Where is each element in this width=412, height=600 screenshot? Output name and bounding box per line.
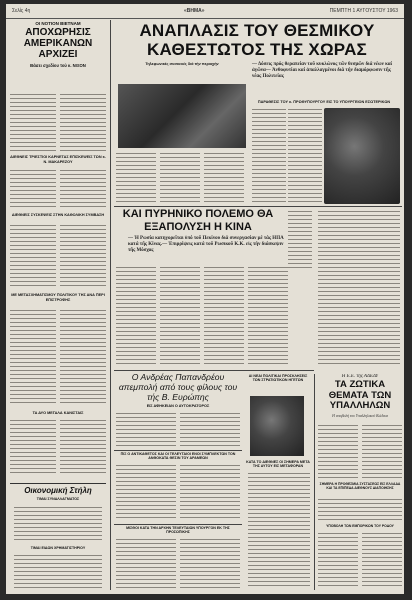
text-block	[318, 210, 400, 366]
box-headline-1: ΠΙΣ Ο ΑΝΤΙΚΑΘΕΤΟΣ ΚΑΙ ΟΙ ΤΕΛΕΥΤΑΙΟΙ ΕΝΟΙ ΣΥΜΠΛΕΚΤΩΝ ΤΟΝ ΑΝΘΟΚΑΤΑ ΘΕΣΙΝ ΤΟΥ ΑΡΑΜΕΩΝ	[114, 450, 242, 461]
finance-subtitle-2: ΤΙΜΑΙ ΕΙΔΩΝ ΧΡΗΜΑΤΙΣΤΗΡΙΟΥ	[30, 546, 86, 550]
text-block	[160, 266, 200, 366]
right-kicker: Η Ε.Ε. τής ΑΔΕΔΥ	[341, 374, 379, 379]
left-headline-5: ΤΑ ΔΥΟ ΜΕΓΑΛΑ ΚΑΝΙΣΤΑΙΣ	[32, 411, 84, 415]
text-block	[10, 224, 56, 288]
text-block	[116, 266, 156, 366]
main-headline: ΑΝΑΠΛΑΣΙΣ ΤΟΥ ΘΕΣΜΙΚΟΥ ΚΑΘΕΣΤΩΤΟΣ ΤΗΣ ΧΩΡΑΣ	[139, 21, 375, 59]
newspaper-page	[6, 4, 404, 594]
text-block	[318, 532, 358, 588]
left-headline-3: ΔΙΕΘΝΕΙΣ ΣΥΣΚΕΨΕΙΣ ΣΤΗΝ ΚΑΘΟΛΙΚΗ ΣΥΜΒΑΣΗ	[11, 213, 105, 217]
text-block	[10, 93, 56, 151]
page-header	[6, 4, 404, 19]
text-block	[288, 108, 322, 204]
mid-box-headline: ΑΙ ΝΕΑΙ ΠΟΛΙΤΙΚΑΙ ΠΡΟΣΚΛΗΣΕΙΣ ΤΩΝ ΣΤΡΑΤΙΩΤΙΚΩΝ ΗΓΕΤΩΝ	[248, 374, 308, 383]
section-rule	[114, 370, 314, 371]
issue-date: ΠΕΜΠΤΗ 1 ΑΥΓΟΥΣΤΟΥ 1963	[329, 8, 398, 14]
text-block	[60, 93, 106, 151]
text-block	[116, 412, 176, 446]
column-rule	[110, 20, 111, 590]
text-block	[10, 419, 56, 475]
text-block	[116, 538, 176, 588]
text-block	[362, 532, 402, 588]
text-block	[160, 152, 200, 204]
left-headline-4: ΜΕ ΜΕΤΑΣΧΗΜΑΤΙΣΜΟΥ ΠΟΛΙΤΙΚΟΥ ΤΗΣ ΑΝΑ ΠΕΡΙ ΕΠΙΣΤΡΟΦΗΣ	[11, 293, 105, 302]
text-block	[288, 210, 312, 270]
finance-title: Οικονομική Στήλη	[24, 486, 92, 495]
portrait-photo	[324, 108, 400, 204]
section-rule	[114, 206, 402, 207]
stock-table	[14, 554, 102, 591]
masthead: «ΒΗΜΑ»	[184, 8, 205, 14]
text-block	[60, 309, 106, 405]
right-column	[318, 374, 402, 590]
china-lead: — Ἡ Ρωσία κατηγορεῖται ὑπό τοῦ Πεκίνου διά συνεργασίαν μέ τάς ΗΠΑ κατά τῆς Κίνας.— Ἐπιρρίψεις κατά τοῦ Ρωσικοῦ Κ.Κ. εἰς τήν διάσκεψιν τῆς Μόσχας	[128, 236, 284, 253]
right-box-2: ΥΠΟΒΟΛΗ ΤΩΝ ΕΜΠΟΡΙΚΩΝ ΤΟΥ ΡΟΔΟΥ	[326, 524, 394, 528]
page-number: Σελίς 4η	[12, 8, 31, 14]
text-block	[180, 464, 240, 520]
text-block	[204, 152, 244, 204]
main-lead: — Δόσεις πρός θεραπείαν τοῦ κυκλώνος τῶν θεσμῶν διά νέων καί ἀγῶνα— Ἀνθοφυτίαι καί ἀπαλλαγμένοι διά τήν διαμόρφωσιν τῆς νέας Πολιτείας	[252, 62, 393, 79]
column-rule	[314, 374, 315, 590]
text-block	[248, 472, 310, 588]
text-block	[60, 169, 106, 209]
photo-caption: Τηλεφωνικές συσκευές διά τήν περιοχήν	[145, 62, 219, 66]
china-headline: ΚΑΙ ΠΥΡΗΝΙΚΟ ΠΟΛΕΜΟ ΘΑ ΕΞΑΠΟΛΥΣΗ Η ΚΙΝΑ	[122, 208, 274, 233]
text-block	[252, 108, 286, 204]
small-portrait	[250, 396, 304, 456]
text-block	[10, 309, 56, 405]
finance-section	[10, 483, 106, 550]
left-kicker: ΟΙ ΝΟΤΙΟΝ ΒΙΕΤΝΑΜ	[35, 21, 81, 26]
text-block	[10, 169, 56, 209]
exchange-table	[14, 506, 102, 542]
left-headline: ΑΠΟΧΩΡΗΣΙΣ ΑΜΕΡΙΚΑΝΩΝ ΑΡΧΙΖΕΙ	[23, 27, 93, 60]
left-column	[10, 21, 106, 591]
main-byline: ΠΑΡΑΘΕΣΙΣ ΤΟΥ κ. ΠΡΩΘΥΠΟΥΡΓΟΥ ΕΙΣ ΤΟ ΥΠΟΥΡΓΕΙΟΝ ΕΣΩΤΕΡΙΚΩΝ	[257, 100, 391, 104]
text-block	[318, 424, 358, 478]
text-block	[362, 424, 402, 478]
text-block	[180, 412, 240, 446]
right-headline: ΤΑ ΖΩΤΙΚΑ ΘΕΜΑΤΑ ΤΩΝ ΥΠΑΛΛΗΛΩΝ	[328, 379, 392, 411]
left-headline-2: ΔΙΕΘΝΕΙΣ ΤΡΙΕΣΤΙΟΙ ΚΑΡΝΕΤΑΣ ΕΠΙΣΚΕΨΕΙΣ ΤΩΝ κ. Ν. ΜΑΚΑΡΕΖΟΥ	[10, 155, 106, 164]
text-block	[116, 152, 156, 204]
finance-subtitle: ΤΙΜΑΙ ΣΥΝΑΛΛΑΓΜΑΤΟΣ	[36, 497, 80, 501]
papandreou-headline: Ο Ανδρέας Παπανδρέου απεμπολή από τους φίλους του τής Β. Ευρώπης	[118, 372, 238, 402]
text-block	[60, 419, 106, 475]
text-block	[318, 498, 402, 520]
text-block	[180, 538, 240, 588]
papandreou-subhead: ΕΙΣ ΑΦΗΚΕΙΑΝ Ο ΑΥΤΟΚΡΑΤΟΡΟΣ	[146, 404, 210, 408]
text-block	[60, 224, 106, 288]
telephone-photo	[118, 84, 246, 148]
left-subhead: Βάσει σχεδίου τού κ. ΝΙΞΟΝ	[30, 63, 86, 68]
right-lead: Η αποβολή του Υπαλληλικού Κώδικα	[332, 413, 388, 418]
box-headline-2: ΚΑΤΑ ΤΟ ΔΙΕΘΝΕΣ ΟΙ ΣΗΜΕΡΑ ΜΕΤΑ ΤΗΣ ΑΥΤΟΥ ΕΙΣ ΜΕΤΑΦΟΡΑΝ	[246, 460, 310, 469]
text-block	[248, 266, 288, 366]
text-block	[116, 464, 176, 520]
right-box-1: ΣΗΜΕΡΑ Η ΠΡΟΘΕΣΜΙΑ ΣΥΣΤΑΣΕΩΣ ΕΙΣ ΕΛΛΑΔΑ ΚΑΙ ΤΑ ΕΠΙΠΕΔΑ ΔΙΕΘΝΟΥΣ ΔΙΑΠΟΙΗΣΗΣ	[319, 482, 401, 491]
box-headline-3: ΜΙΣΘΟΙ ΚΑΤΑ ΤΗΝ ΑΡΧΗΝ ΤΕΛΕΥΤΑΙΩΝ ΥΠΟΥΡΓΟΝ ΕΚ ΤΗΣ ΠΡΟΣΩΠΙΚΗΣ	[114, 524, 242, 535]
text-block	[204, 266, 244, 366]
